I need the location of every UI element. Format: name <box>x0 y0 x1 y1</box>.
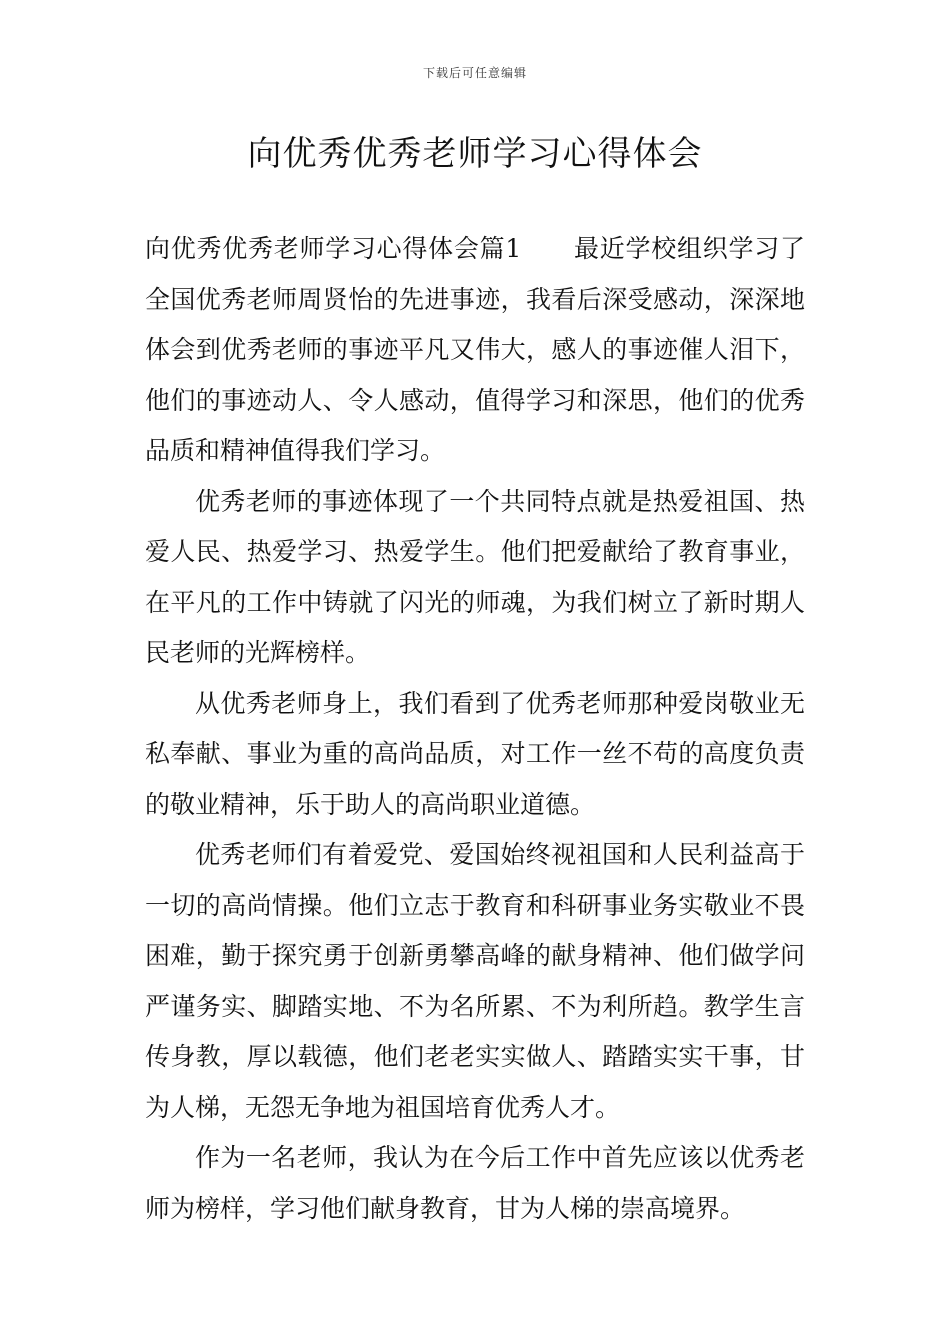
paragraph-1-text: 最近学校组织学习了全国优秀老师周贤怡的先进事迹，我看后深受感动，深深地体会到优秀老师的事迹平凡又伟大，感人的事迹催人泪下，他们的事迹动人、令人感动，值得学习和深思，他们的优秀品质和精神值得我们学习。 <box>145 234 805 465</box>
paragraph-4: 优秀老师们有着爱党、爱国始终视祖国和人民利益高于一切的高尚情操。他们立志于教育和科研事业务实敬业不畏困难，勤于探究勇于创新勇攀高峰的献身精神、他们做学问严谨务实、脚踏实地、不为名所累、不为利所趋。教学生言传身教，厚以载德，他们老老实实做人、踏踏实实干事，甘为人梯，无怨无争地为祖国培育优秀人才。 <box>145 840 805 1122</box>
document-body <box>145 224 805 1234</box>
paragraph-1 <box>145 224 805 477</box>
document-title: 向优秀优秀老师学习心得体会 <box>247 134 703 174</box>
paragraph-5: 作为一名老师，我认为在今后工作中首先应该以优秀老师为榜样，学习他们献身教育，甘为人梯的崇高境界。 <box>145 1143 805 1223</box>
paragraph-2: 优秀老师的事迹体现了一个共同特点就是热爱祖国、热爱人民、热爱学习、热爱学生。他们把爱献给了教育事业，在平凡的工作中铸就了闪光的师魂，为我们树立了新时期人民老师的光辉榜样。 <box>145 486 805 667</box>
section-heading: 向优秀优秀老师学习心得体会篇1 <box>145 234 522 263</box>
header-note: 下载后可任意编辑 <box>422 66 527 80</box>
paragraph-3: 从优秀老师身上，我们看到了优秀老师那种爱岗敬业无私奉献、事业为重的高尚品质，对工作一丝不苟的高度负责的敬业精神，乐于助人的高尚职业道德。 <box>145 688 805 819</box>
